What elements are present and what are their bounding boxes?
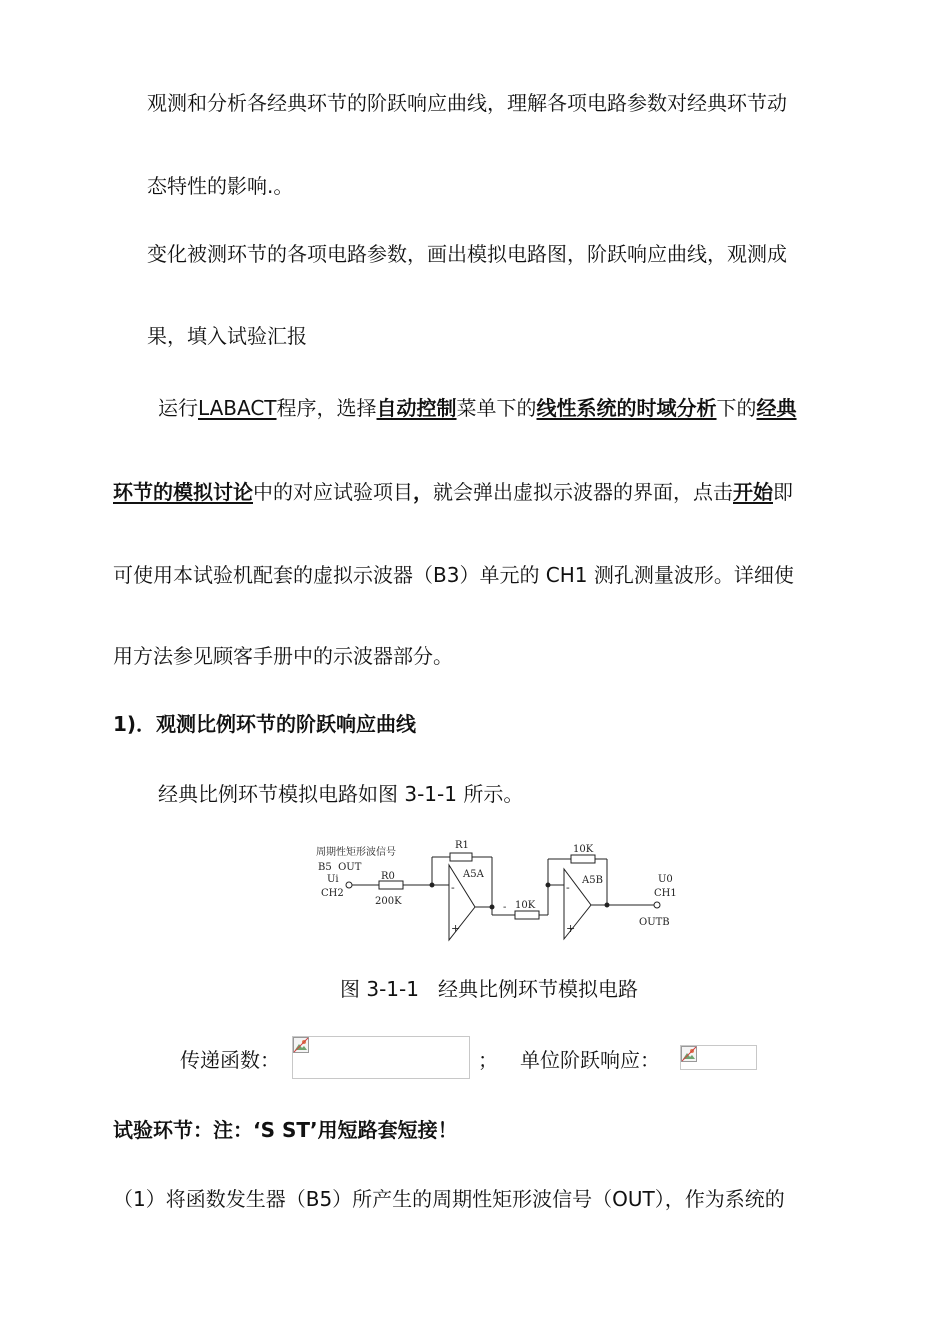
paragraph-3-line-4: 用方法参见顾客手册中的示波器部分。: [113, 644, 453, 668]
section-heading: 1)．观测比例环节的阶跃响应曲线: [113, 712, 417, 736]
paragraph-2-line-2: 果，填入试验汇报: [147, 324, 307, 348]
transfer-function-formula-image: [292, 1036, 470, 1079]
a5b-plus: +: [566, 922, 576, 935]
r1-label: R1: [455, 840, 469, 851]
text-run: 即: [773, 480, 793, 504]
menu-classic: 经典: [756, 396, 797, 420]
paragraph-1-line-1: 观测和分析各经典环节的阶跃响应曲线，理解各项电路参数对经典环节动: [147, 91, 787, 115]
r0-label: R0: [381, 871, 395, 882]
input-terminal: [346, 882, 352, 888]
broken-image-icon: [293, 1037, 309, 1053]
transfer-function-label: 传递函数：: [180, 1048, 280, 1072]
r-10k-a-resistor: [515, 911, 539, 919]
r1-resistor: [450, 853, 472, 861]
wire-minus: -: [503, 902, 507, 913]
step-response-label: 单位阶跃响应：: [520, 1048, 660, 1072]
a5b-minus: -: [566, 881, 570, 894]
u0-label: U0: [658, 874, 673, 885]
text-run: 程序，选择: [276, 396, 377, 420]
step-response-formula-image: [680, 1045, 757, 1070]
text-run: 中的对应试验项目: [253, 480, 413, 504]
output-terminal: [654, 902, 660, 908]
signal-label: 周期性矩形波信号: [316, 847, 396, 858]
r-10k-b-label: 10K: [573, 844, 594, 855]
figure-caption: 图 3-1-1 经典比例环节模拟电路: [340, 977, 639, 1001]
separator: ；: [478, 1048, 498, 1072]
menu-auto-control: 自动控制: [376, 396, 457, 420]
text-run: 菜单下的: [456, 396, 537, 420]
b5-out-label: B5 OUT: [318, 862, 362, 873]
r-10k-a-label: 10K: [515, 900, 536, 911]
a5a-plus: +: [451, 922, 461, 935]
a5a-label: A5A: [463, 869, 484, 880]
paragraph-1-line-2: 态特性的影响.。: [147, 174, 294, 198]
circuit-diagram: [315, 835, 695, 945]
node: [605, 903, 609, 907]
r-10k-b-resistor: [571, 855, 595, 863]
paragraph-3-line-2: [113, 479, 793, 505]
start-command: 开始: [733, 480, 773, 504]
paragraph-2-line-1: 变化被测环节的各项电路参数，画出模拟电路图，阶跃响应曲线，观测成: [147, 242, 787, 266]
text-run: 就会弹出虚拟示波器的界面，点击: [433, 480, 733, 504]
ch1-label: CH1: [654, 888, 677, 899]
text-run: 运行: [158, 396, 198, 420]
text-run: ，: [413, 480, 433, 504]
menu-classic-discussion: 环节的模拟讨论: [113, 480, 253, 504]
paragraph-3-line-1: [158, 395, 797, 421]
r0-resistor: [379, 881, 403, 889]
section-intro: 经典比例环节模拟电路如图 3-1-1 所示。: [158, 782, 524, 806]
a5a-minus: -: [451, 881, 455, 894]
experiment-heading: 试验环节：注：‘S ST’用短路套短接！: [113, 1118, 458, 1142]
experiment-step-1: （1）将函数发生器（B5）所产生的周期性矩形波信号（OUT），作为系统的: [113, 1187, 785, 1211]
a5b-label: A5B: [582, 875, 603, 886]
text-run: 下的: [716, 396, 757, 420]
ui-label: Ui: [327, 874, 339, 885]
broken-image-icon: [681, 1046, 697, 1062]
r0-value: 200K: [375, 896, 402, 907]
menu-time-domain: 线性系统的时域分析: [536, 396, 717, 420]
labact-link: LABACT: [198, 396, 277, 420]
ch2-label: CH2: [321, 888, 344, 899]
outb-label: OUTB: [639, 917, 670, 928]
paragraph-3-line-3: 可使用本试验机配套的虚拟示波器（B3）单元的 CH1 测孔测量波形。详细使: [113, 563, 794, 587]
